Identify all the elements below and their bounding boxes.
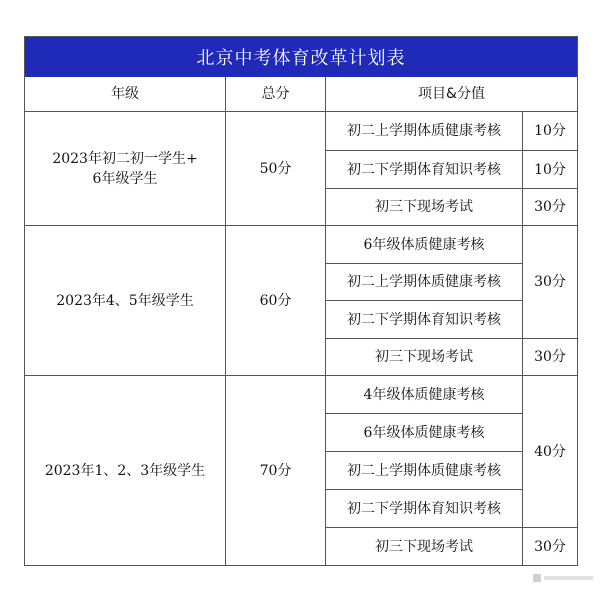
group2-item2: 初二上学期体质健康考核 [326, 264, 523, 301]
group2-item4: 初三下现场考试 [326, 339, 523, 376]
group1-grade-line1: 2023年初二初一学生+ [52, 150, 198, 167]
group2-score-b: 30分 [523, 339, 577, 376]
group1-item3: 初三下现场考试 [326, 189, 523, 226]
group1-item3-score: 30分 [523, 189, 577, 226]
group2-score-a: 30分 [523, 226, 577, 339]
group2-item1: 6年级体质健康考核 [326, 226, 523, 264]
table-grid [25, 77, 577, 565]
group3-score-b: 30分 [534, 538, 566, 555]
group2-grade: 2023年4、5年级学生 [25, 226, 226, 376]
header-items: 项目&分值 [326, 77, 577, 112]
group1-item1: 初二上学期体质健康考核 [326, 112, 523, 151]
group1-item1-score: 10分 [523, 112, 577, 151]
watermark-mark-icon [533, 571, 595, 585]
group1-item2-score: 10分 [523, 151, 577, 189]
group1-total: 50分 [226, 112, 326, 226]
group1-grade [25, 112, 226, 226]
table-title: 北京中考体育改革计划表 [25, 37, 577, 77]
header-grade: 年级 [25, 77, 226, 112]
group2-item3: 初二下学期体育知识考核 [326, 301, 523, 339]
watermark-logo [533, 571, 595, 585]
group2-total: 60分 [226, 226, 326, 376]
group3-item5: 初三下现场考试 [326, 528, 523, 565]
group3-item4: 初二下学期体育知识考核 [326, 490, 523, 528]
group3-score-a: 40分 [523, 376, 577, 528]
group3-item2: 6年级体质健康考核 [326, 414, 523, 452]
header-total: 总分 [226, 77, 326, 112]
group3-total: 70分 [226, 376, 326, 565]
group3-grade: 2023年1、2、3年级学生 [25, 376, 226, 565]
group1-item2: 初二下学期体育知识考核 [326, 151, 523, 189]
group1-grade-line2: 6年级学生 [92, 170, 158, 187]
group3-item3: 初二上学期体质健康考核 [326, 452, 523, 490]
pe-reform-table [24, 36, 578, 566]
group3-item1: 4年级体质健康考核 [326, 376, 523, 414]
